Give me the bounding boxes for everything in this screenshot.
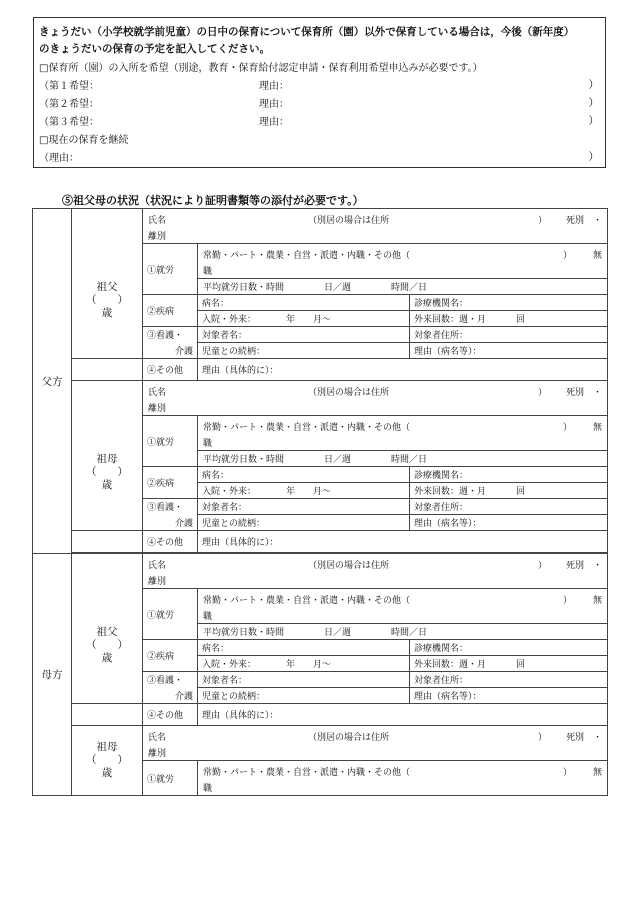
name-field[interactable] xyxy=(143,209,608,244)
work-avg-field[interactable] xyxy=(198,279,608,295)
month-from-label: 月～ xyxy=(313,487,332,497)
care-label: ③看護・ xyxy=(143,672,198,688)
inout-field[interactable] xyxy=(198,656,410,672)
father-grandfather-name-row xyxy=(33,209,608,244)
wish3-label[interactable]: （第３希望： xyxy=(39,117,99,128)
illness-label: ②疾病 xyxy=(143,640,198,672)
clinic-field[interactable] xyxy=(410,640,608,656)
other-reason-field[interactable] xyxy=(198,531,608,553)
work-label: ①就労 xyxy=(143,244,198,295)
work-types-field[interactable] xyxy=(198,761,608,796)
relation-field[interactable] xyxy=(198,343,410,359)
reason-ill-field[interactable] xyxy=(410,515,608,531)
per-week-label: 日／週 xyxy=(324,455,352,465)
work-types-field[interactable] xyxy=(198,244,608,279)
address-label: （別居の場合は住所 xyxy=(308,733,390,743)
illness-name-field[interactable] xyxy=(198,295,410,311)
illness-label: ②疾病 xyxy=(143,295,198,327)
shoku-label: 職 xyxy=(203,267,213,277)
work-avg-field[interactable] xyxy=(198,451,608,467)
per-day-label: 時間／日 xyxy=(391,283,428,293)
work-close: ） xyxy=(563,423,573,433)
grandfather-label: 祖父 xyxy=(96,281,118,294)
none-label[interactable]: 無 xyxy=(593,768,603,778)
illness-label: ②疾病 xyxy=(143,467,198,499)
work-close: ） xyxy=(563,251,573,261)
work-types-field[interactable] xyxy=(198,589,608,624)
other-label: ④その他 xyxy=(143,704,198,726)
wish3-reason-label[interactable]: 理由： xyxy=(259,117,289,128)
grandmother-label: 祖母 xyxy=(96,741,118,753)
target-addr-field[interactable] xyxy=(410,672,608,688)
target-addr-label: 対象者住所： xyxy=(414,503,469,513)
per-week-label: 日／週 xyxy=(324,283,352,293)
name-field[interactable] xyxy=(143,554,608,589)
wish2-close: ） xyxy=(588,97,599,109)
address-label: （別居の場合は住所 xyxy=(308,216,390,226)
year-label: 年 xyxy=(286,660,296,670)
name-label: 氏名 xyxy=(148,561,167,571)
outpatient-field[interactable] xyxy=(410,656,608,672)
work-close: ） xyxy=(563,596,573,606)
inout-label: 入院・外来： xyxy=(202,315,257,325)
grandfather-label: 祖父 xyxy=(96,626,118,639)
times-label: 回 xyxy=(516,487,526,497)
month-from-label: 月～ xyxy=(313,315,332,325)
divorced-label[interactable]: 離別 xyxy=(148,404,167,414)
target-name-label: 対象者名： xyxy=(202,331,248,341)
blank xyxy=(72,381,143,416)
wish1-close: ） xyxy=(588,79,599,91)
shoku-label: 職 xyxy=(203,612,213,622)
blank xyxy=(72,554,143,589)
relation-label: 児童との続柄： xyxy=(202,692,266,702)
outpatient-label: 外来回数：週・月 xyxy=(414,315,487,325)
address-close: ） xyxy=(538,388,548,398)
address-close: ） xyxy=(538,733,548,743)
clinic-field[interactable] xyxy=(410,467,608,483)
other-reason-label: 理由（具体的に）： xyxy=(202,366,279,376)
sibling-instruction-line1: きょうだい（小学校就学前児童）の日中の保育について保育所（園）以外で保育している場合は，今後（新年度） xyxy=(39,26,575,38)
work-types-label: 常勤・パート・農業・自営・派遣・内職・その他（ xyxy=(203,423,411,433)
work-avg-field[interactable] xyxy=(198,624,608,640)
relation-label: 児童との続柄： xyxy=(202,519,266,529)
blank xyxy=(72,209,143,244)
grandmother-label-cell xyxy=(72,416,143,531)
grandparents-section-heading: ⑤祖父母の状況（状況により証明書類等の添付が必要です。） xyxy=(62,194,364,207)
none-label[interactable]: 無 xyxy=(593,423,603,433)
outpatient-label: 外来回数：週・月 xyxy=(414,660,487,670)
divorced-label[interactable]: 離別 xyxy=(148,749,167,759)
address-label: （別居の場合は住所 xyxy=(308,561,390,571)
wish3-close: ） xyxy=(588,115,599,127)
illness-name-field[interactable] xyxy=(198,640,410,656)
age-label: 歳 xyxy=(101,307,113,320)
continue-reason-close: ） xyxy=(588,151,599,163)
name-label: 氏名 xyxy=(148,216,167,226)
target-addr-field[interactable] xyxy=(410,499,608,515)
grandmother-label: 祖母 xyxy=(96,453,118,466)
care-label2: 介護 xyxy=(143,515,198,531)
month-from-label: 月～ xyxy=(313,660,332,670)
work-avg-label: 平均就労日数・時間 xyxy=(203,628,285,638)
other-reason-label: 理由（具体的に）： xyxy=(202,711,279,721)
target-name-field[interactable] xyxy=(198,499,410,515)
age-paren[interactable]: （ ） xyxy=(86,639,128,652)
relation-field[interactable] xyxy=(198,688,410,704)
reason-ill-label: 理由（病名等）： xyxy=(414,347,482,357)
blank xyxy=(72,704,143,726)
option-continue-care[interactable]: □現在の保育を継続 xyxy=(39,135,129,146)
grandfather-label-cell xyxy=(72,589,143,704)
care-label: ③看護・ xyxy=(143,327,198,343)
year-label: 年 xyxy=(286,487,296,497)
work-close: ） xyxy=(563,768,573,778)
target-name-label: 対象者名： xyxy=(202,503,248,513)
address-close: ） xyxy=(538,216,548,226)
work-avg-label: 平均就労日数・時間 xyxy=(203,283,285,293)
blank xyxy=(72,359,143,381)
clinic-field[interactable] xyxy=(410,295,608,311)
work-label: ①就労 xyxy=(143,589,198,640)
grandmother-label-cell xyxy=(72,726,143,796)
work-label: ①就労 xyxy=(143,761,198,796)
name-label: 氏名 xyxy=(148,388,167,398)
target-name-label: 対象者名： xyxy=(202,676,248,686)
age-paren[interactable]: （ ） xyxy=(86,294,128,307)
reason-ill-field[interactable] xyxy=(410,688,608,704)
father-side-label: 父方 xyxy=(33,209,72,554)
inout-field[interactable] xyxy=(198,483,410,499)
other-label: ④その他 xyxy=(143,359,198,381)
inout-label: 入院・外来： xyxy=(202,660,257,670)
outpatient-field[interactable] xyxy=(410,483,608,499)
bereaved-label[interactable]: 死別 ・ xyxy=(566,561,603,571)
clinic-label: 診療機関名： xyxy=(414,644,469,654)
inout-label: 入院・外来： xyxy=(202,487,257,497)
target-name-field[interactable] xyxy=(198,327,410,343)
target-addr-field[interactable] xyxy=(410,327,608,343)
name-field[interactable] xyxy=(143,726,608,761)
inout-field[interactable] xyxy=(198,311,410,327)
age-paren[interactable]: （ ） xyxy=(86,754,128,766)
continue-reason-label[interactable]: （理由： xyxy=(39,153,79,164)
divorced-label[interactable]: 離別 xyxy=(148,577,167,587)
times-label: 回 xyxy=(516,315,526,325)
illness-name-label: 病名： xyxy=(202,299,230,309)
none-label[interactable]: 無 xyxy=(593,596,603,606)
work-label: ①就労 xyxy=(143,416,198,467)
care-label2: 介護 xyxy=(143,688,198,704)
per-day-label: 時間／日 xyxy=(391,455,428,465)
clinic-label: 診療機関名： xyxy=(414,471,469,481)
work-types-label: 常勤・パート・農業・自営・派遣・内職・その他（ xyxy=(203,251,411,261)
address-label: （別居の場合は住所 xyxy=(308,388,390,398)
grandparents-table xyxy=(32,208,608,796)
address-close: ） xyxy=(538,561,548,571)
bereaved-label[interactable]: 死別 ・ xyxy=(566,733,603,743)
clinic-label: 診療機関名： xyxy=(414,299,469,309)
target-addr-label: 対象者住所： xyxy=(414,676,469,686)
age-label: 歳 xyxy=(101,479,113,492)
other-label: ④その他 xyxy=(143,531,198,553)
illness-name-label: 病名： xyxy=(202,471,230,481)
work-types-label: 常勤・パート・農業・自営・派遣・内職・その他（ xyxy=(203,596,411,606)
work-types-label: 常勤・パート・農業・自営・派遣・内職・その他（ xyxy=(203,768,411,778)
shoku-label: 職 xyxy=(203,439,213,449)
sibling-instruction-line2: のきょうだいの保育の予定を記入してください。 xyxy=(39,43,270,55)
wish1-reason-label[interactable]: 理由： xyxy=(259,81,289,92)
grandfather-label-cell xyxy=(72,244,143,359)
illness-name-field[interactable] xyxy=(198,467,410,483)
outpatient-field[interactable] xyxy=(410,311,608,327)
care-label2: 介護 xyxy=(143,343,198,359)
none-label[interactable]: 無 xyxy=(593,251,603,261)
work-avg-label: 平均就労日数・時間 xyxy=(203,455,285,465)
age-label: 歳 xyxy=(101,652,113,665)
wish2-reason-label[interactable]: 理由： xyxy=(259,99,289,110)
sibling-care-box xyxy=(33,17,606,168)
illness-name-label: 病名： xyxy=(202,644,230,654)
year-label: 年 xyxy=(286,315,296,325)
work-types-field[interactable] xyxy=(198,416,608,451)
other-reason-field[interactable] xyxy=(198,704,608,726)
relation-label: 児童との続柄： xyxy=(202,347,266,357)
wish1-label[interactable]: （第１希望： xyxy=(39,81,99,92)
relation-field[interactable] xyxy=(198,515,410,531)
target-addr-label: 対象者住所： xyxy=(414,331,469,341)
age-label: 歳 xyxy=(101,767,113,779)
care-label: ③看護・ xyxy=(143,499,198,515)
reason-ill-label: 理由（病名等）： xyxy=(414,692,482,702)
name-label: 氏名 xyxy=(148,733,167,743)
reason-ill-field[interactable] xyxy=(410,343,608,359)
target-name-field[interactable] xyxy=(198,672,410,688)
shoku-label: 職 xyxy=(203,784,213,794)
other-reason-field[interactable] xyxy=(198,359,608,381)
reason-ill-label: 理由（病名等）： xyxy=(414,519,482,529)
times-label: 回 xyxy=(516,660,526,670)
option-apply-nursery[interactable]: □保育所（園）の入所を希望（別途，教育・保育給付認定申請・保育利用希望申込みが必要です。） xyxy=(39,63,483,74)
wish2-label[interactable]: （第２希望： xyxy=(39,99,99,110)
bereaved-label[interactable]: 死別 ・ xyxy=(566,388,603,398)
age-paren[interactable]: （ ） xyxy=(86,466,128,479)
mother-side-label: 母方 xyxy=(33,554,72,796)
name-field[interactable] xyxy=(143,381,608,416)
outpatient-label: 外来回数：週・月 xyxy=(414,487,487,497)
bereaved-label[interactable]: 死別 ・ xyxy=(566,216,603,226)
other-reason-label: 理由（具体的に）： xyxy=(202,538,279,548)
per-day-label: 時間／日 xyxy=(391,628,428,638)
per-week-label: 日／週 xyxy=(324,628,352,638)
blank xyxy=(72,531,143,553)
divorced-label[interactable]: 離別 xyxy=(148,232,167,242)
